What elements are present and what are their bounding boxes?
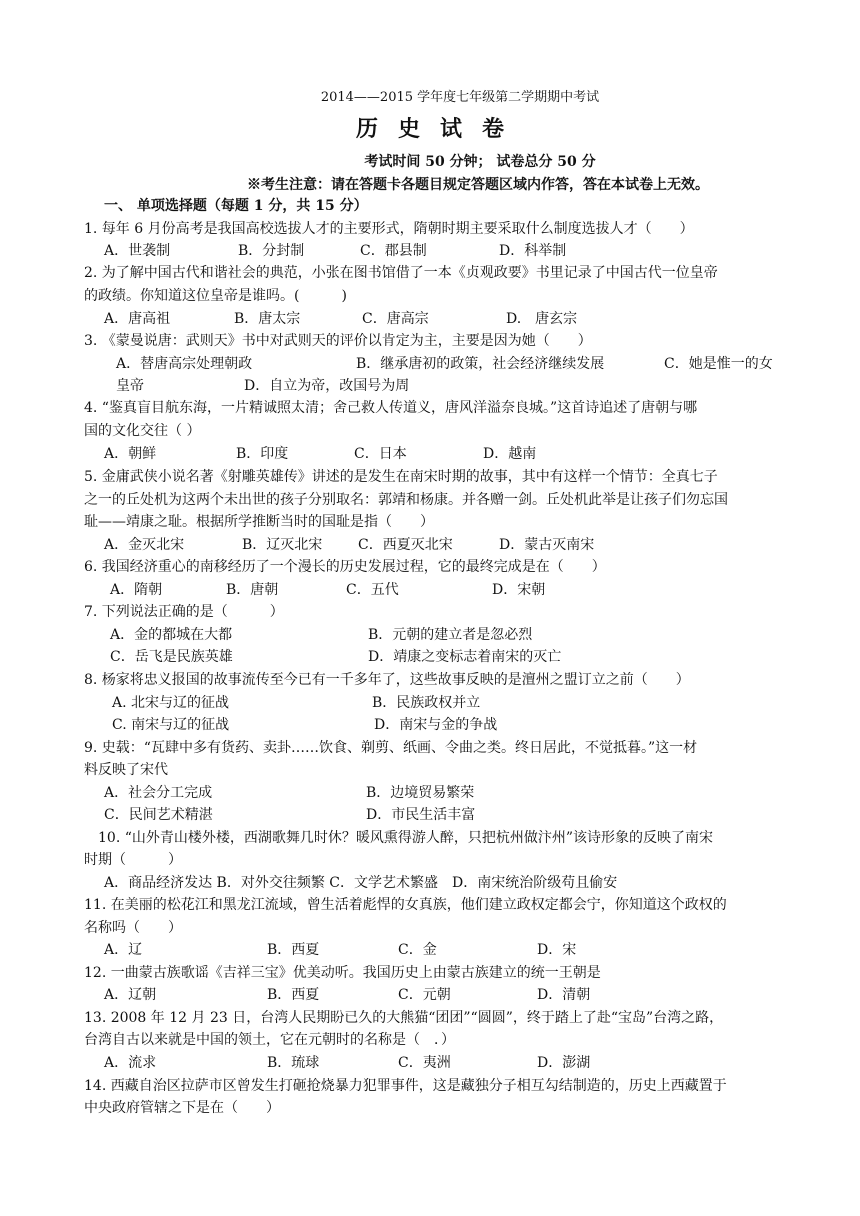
q12-option-d: D．清朝	[537, 987, 591, 1003]
section-heading: 一、 单项选择题（每题 1 分，共 15 分）	[104, 198, 368, 214]
q13-option-a: A．流求	[104, 1055, 157, 1071]
q7-option-b: B．元朝的建立者是忽必烈	[368, 627, 533, 643]
q5-option-c: C．西夏灭北宋	[358, 537, 453, 553]
q2-option-a: A．唐高祖	[104, 311, 171, 327]
q12-option-c: C．元朝	[398, 987, 451, 1003]
question-14-text-cont: 中央政府管辖之下是在（ ）	[84, 1100, 280, 1116]
q11-option-c: C．金	[398, 942, 437, 958]
question-9-text: 9. 史载：“瓦肆中多有货药、卖卦……饮食、剃剪、纸画、令曲之类。终日居此，不觉抵暮。”这一材	[84, 740, 698, 756]
question-10-text: 10. “山外青山楼外楼，西湖歌舞几时休？暖风熏得游人醉，只把杭州做汴州”该诗形象的反映了南宋	[98, 830, 714, 846]
q9-option-d: D．市民生活丰富	[366, 807, 476, 823]
q1-option-d: D．科举制	[499, 243, 567, 259]
question-13-text: 13. 2008 年 12 月 23 日，台湾人民期盼已久的大熊猫“团团”“圆圆”，终于踏上了赴“宝岛”台湾之路，	[84, 1010, 724, 1026]
question-5-text-cont2: 耻——靖康之耻。根据所学推断当时的国耻是指（ ）	[84, 514, 434, 530]
q7-option-d: D．靖康之变标志着南宋的灭亡	[368, 649, 562, 665]
q9-option-b: B．边境贸易繁荣	[366, 785, 475, 801]
question-5-text: 5. 金庸武侠小说名著《射雕英雄传》讲述的是发生在南宋时期的故事，其中有这样一个情节：全真七子	[84, 469, 718, 485]
q2-option-d: D. 唐玄宗	[506, 311, 578, 327]
exam-year-line: 2014——2015 学年度七年级第二学期期中考试	[320, 90, 600, 105]
question-11-text: 11. 在美丽的松花江和黑龙江流域，曾生活着彪悍的女真族，他们建立政权定都会宁，你知道这个政权的	[84, 897, 727, 913]
question-12-text: 12. 一曲蒙古族歌谣《吉祥三宝》优美动听。我国历史上由蒙古族建立的统一王朝是	[84, 965, 601, 981]
page-title: 历史试卷	[355, 116, 524, 142]
q4-option-a: A．朝鲜	[104, 446, 157, 462]
question-4-text: 4. “鉴真盲目航东海，一片精诚照太清；舍己救人传道义，唐风洋溢奈良城。”这首诗追述了唐朝与哪	[84, 400, 698, 416]
question-10-text-cont: 时期（ ）	[84, 852, 182, 868]
exam-notice: ※考生注意：请在答题卡各题目规定答题区域内作答，答在本试卷上无效。	[247, 177, 709, 193]
q4-option-c: C．日本	[354, 446, 407, 462]
q12-option-a: A．辽朝	[104, 987, 157, 1003]
q3-option-c-cont: 皇帝	[116, 378, 144, 394]
q5-option-a: A．金灭北宋	[104, 537, 185, 553]
q5-option-b: B．辽灭北宋	[242, 537, 323, 553]
question-8-text: 8. 杨家将忠义报国的故事流传至今已有一千多年了，这些故事反映的是澶州之盟订立之前（ ）	[84, 672, 690, 688]
q1-option-c: C．郡县制	[360, 243, 427, 259]
q11-option-a: A．辽	[104, 942, 143, 958]
q6-option-a: A．隋朝	[110, 582, 163, 598]
q13-option-b: B．琉球	[267, 1055, 320, 1071]
question-2-text: 2. 为了解中国古代和谐社会的典范，小张在图书馆借了一本《贞观政要》书里记录了中国古代一位皇帝	[84, 265, 718, 281]
question-7-text: 7. 下列说法正确的是（ ）	[84, 604, 284, 620]
question-2-text-cont: 的政绩。你知道这位皇帝是谁吗。( )	[84, 288, 347, 304]
q11-option-d: D．宋	[537, 942, 577, 958]
question-11-text-cont: 名称吗（ ）	[84, 920, 182, 936]
exam-meta: 考试时间 50 分钟； 试卷总分 50 分	[364, 154, 596, 170]
q3-option-b: B．继承唐初的政策，社会经济继续发展	[356, 356, 605, 372]
q4-option-b: B．印度	[236, 446, 289, 462]
question-10-options: A．商品经济发达 B．对外交往频繁 C．文学艺术繁盛 D．南宋统治阶级苟且偷安	[104, 875, 618, 891]
q5-option-d: D．蒙古灭南宋	[499, 537, 595, 553]
q3-option-c: C．她是惟一的女	[664, 356, 773, 372]
q8-option-b: B．民族政权并立	[372, 695, 481, 711]
q2-option-b: B．唐太宗	[234, 311, 301, 327]
question-6-text: 6. 我国经济重心的南移经历了一个漫长的历史发展过程，它的最终完成是在（ ）	[84, 559, 606, 575]
q7-option-c: C．岳飞是民族英雄	[110, 649, 233, 665]
q9-option-a: A．社会分工完成	[104, 785, 213, 801]
q7-option-a: A．金的都城在大都	[110, 627, 233, 643]
q6-option-d: D．宋朝	[492, 582, 546, 598]
q13-option-d: D．澎湖	[537, 1055, 591, 1071]
question-5-text-cont: 之一的丘处机为这两个未出世的孩子分别取名：郭靖和杨康。并各赠一剑。丘处机此举是让孩子们勿忘国	[84, 492, 728, 508]
q8-option-a: A. 北宋与辽的征战	[112, 695, 230, 711]
q6-option-c: C．五代	[346, 582, 399, 598]
question-4-text-cont: 国的文化交往（ ）	[84, 423, 201, 439]
q6-option-b: B．唐朝	[226, 582, 279, 598]
question-13-text-cont: 台湾自古以来就是中国的领土，它在元朝时的名称是（ ．）	[84, 1032, 455, 1048]
q2-option-c: C．唐高宗	[362, 311, 429, 327]
q11-option-b: B．西夏	[267, 942, 320, 958]
question-3-text: 3. 《蒙曼说唐：武则天》书中对武则天的评价以肯定为主，主要是因为她（ ）	[84, 333, 592, 349]
q4-option-d: D．越南	[483, 446, 537, 462]
question-9-text-cont: 料反映了宋代	[84, 762, 168, 778]
q12-option-b: B．西夏	[267, 987, 320, 1003]
q9-option-c: C．民间艺术精湛	[104, 807, 213, 823]
question-14-text: 14. 西藏自治区拉萨市区曾发生打砸抢烧暴力犯罪事件，这是藏独分子相互勾结制造的，历史上西藏置于	[84, 1078, 727, 1094]
q3-option-a: A．替唐高宗处理朝政	[116, 356, 253, 372]
q1-option-b: B．分封制	[238, 243, 305, 259]
q8-option-c: C. 南宋与辽的征战	[112, 717, 230, 733]
q1-option-a: A．世袭制	[104, 243, 171, 259]
question-1-text: 1. 每年 6 月份高考是我国高校选拔人才的主要形式，隋朝时期主要采取什么制度选拔人才（ ）	[84, 221, 694, 237]
q8-option-d: D．南宋与金的争战	[374, 717, 498, 733]
q13-option-c: C．夷洲	[398, 1055, 451, 1071]
q3-option-d: D．自立为帝，改国号为周	[244, 378, 410, 394]
